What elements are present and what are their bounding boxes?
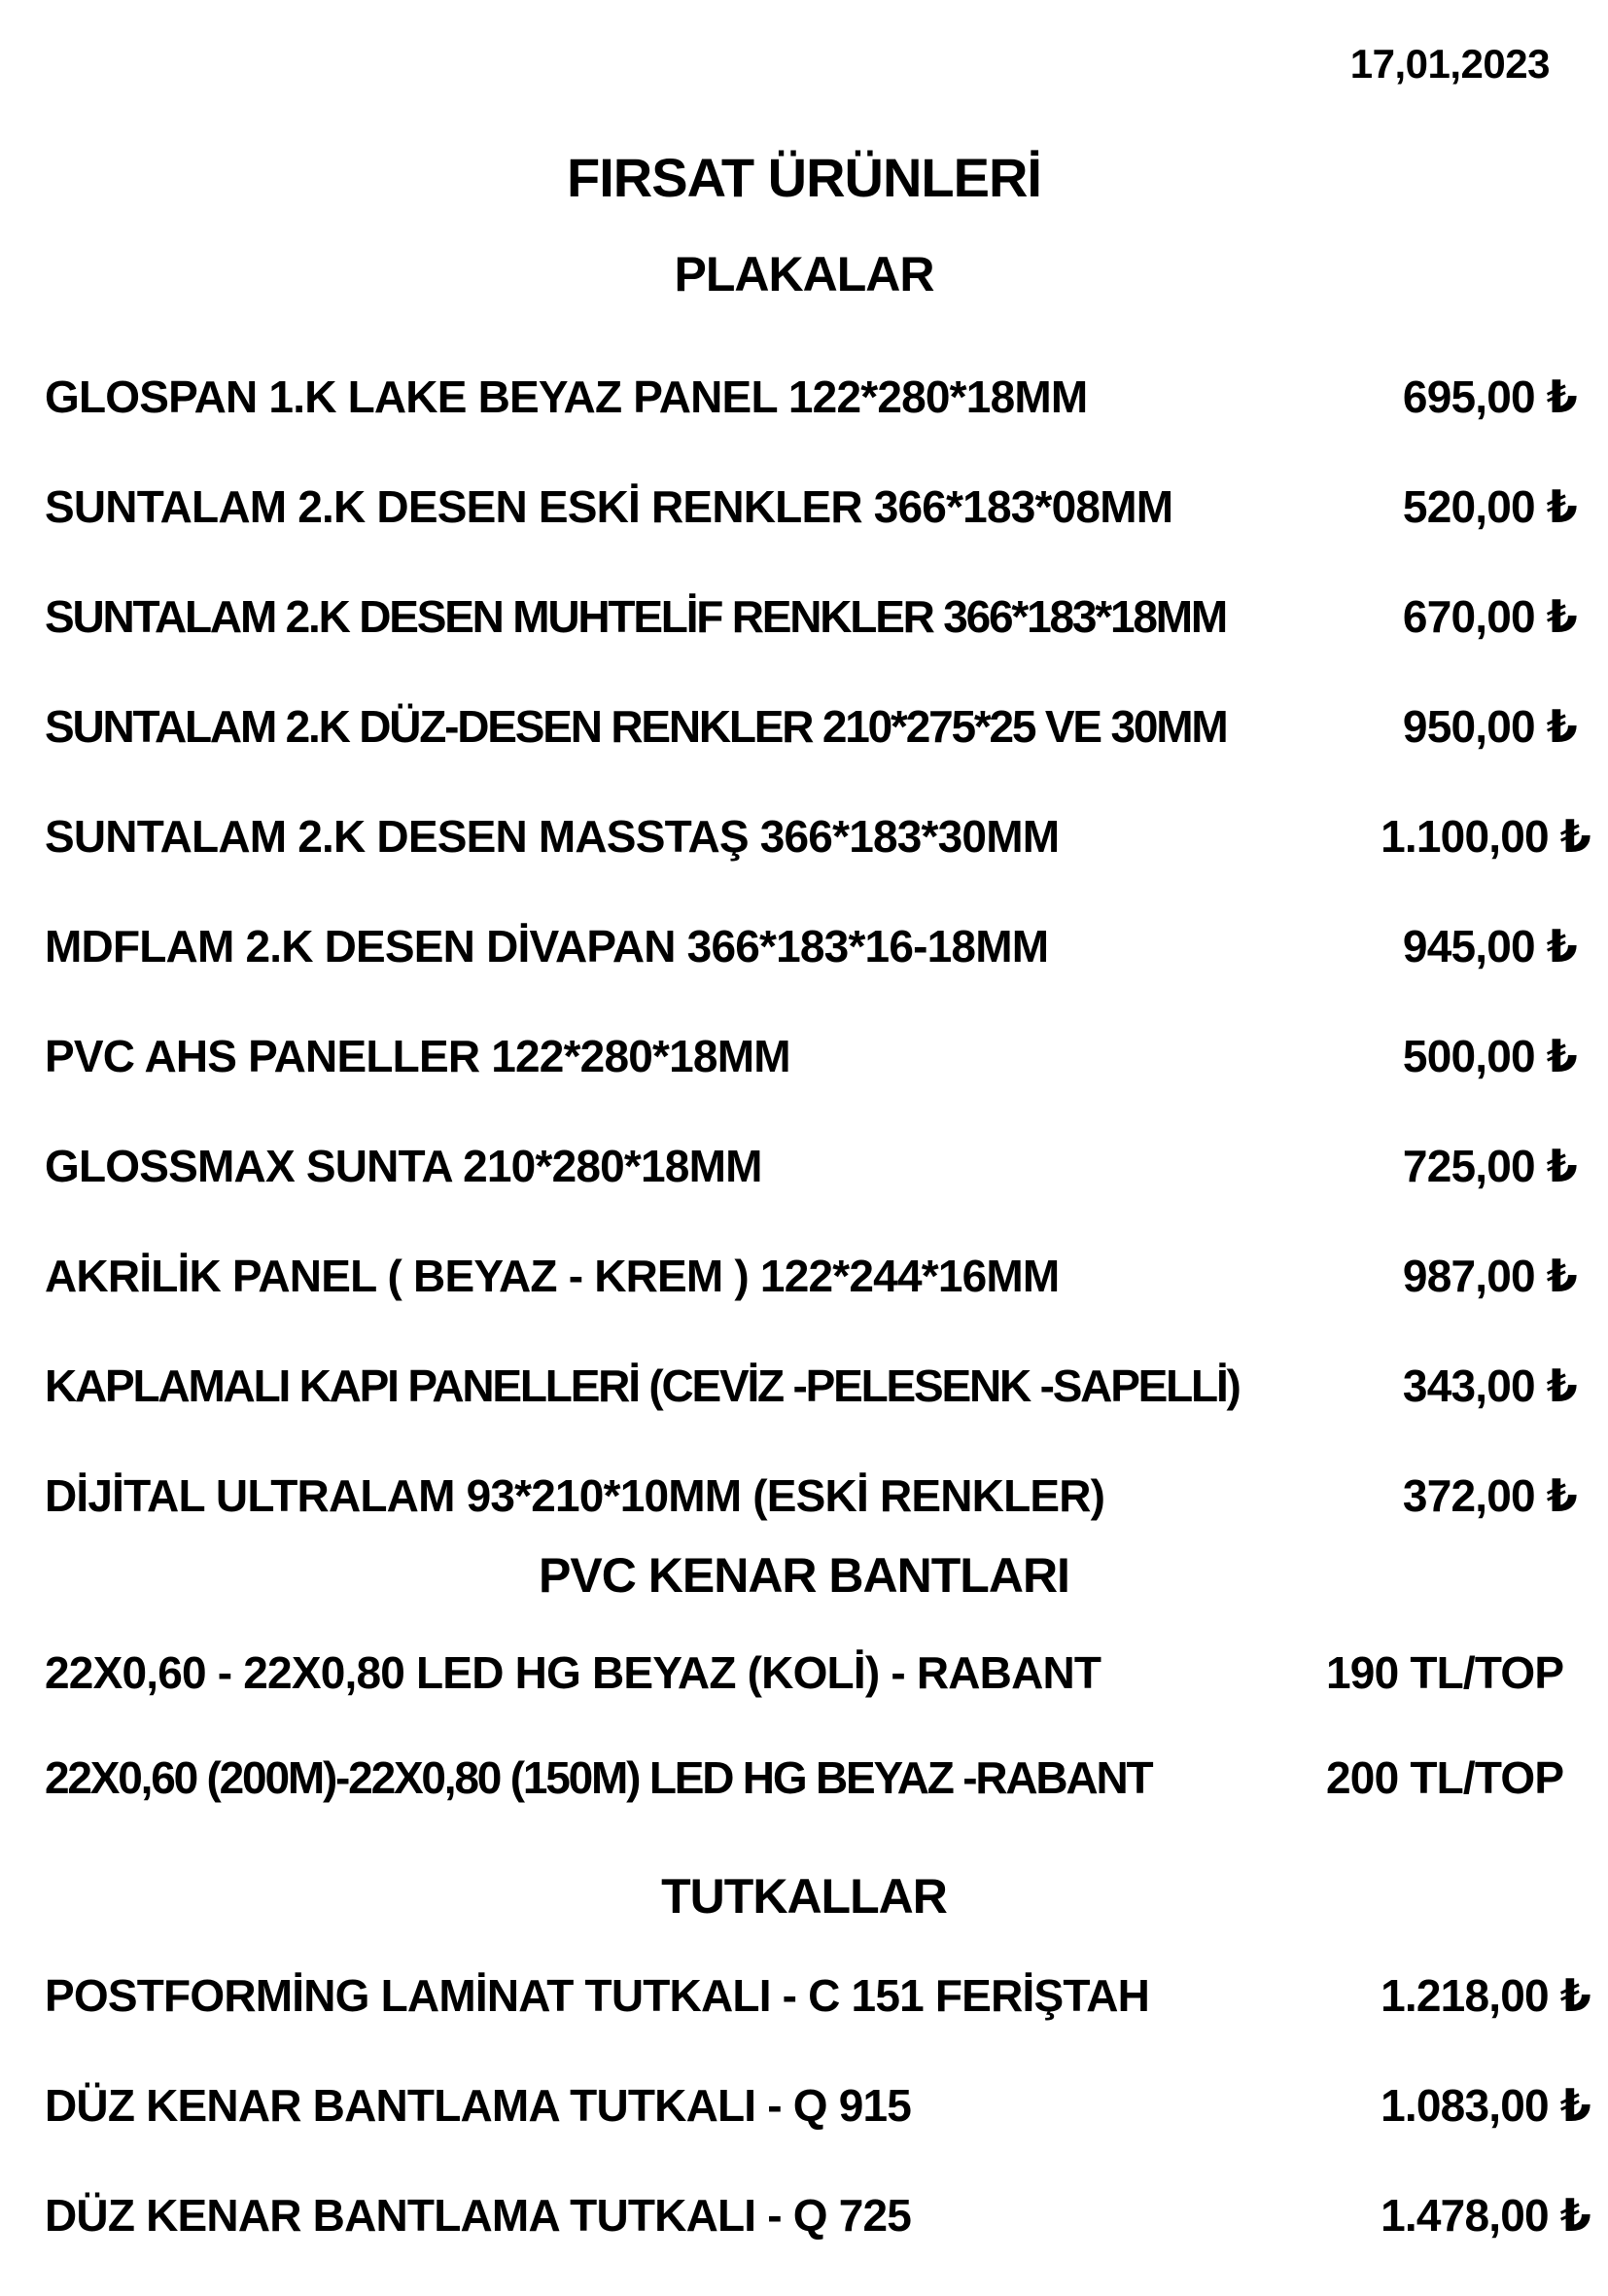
section-tutkallar	[0, 1867, 1608, 2296]
item-name: AKRİLİK PANEL ( BEYAZ - KREM ) 122*244*16MM	[45, 1251, 1060, 1301]
list-item	[0, 1027, 1608, 1137]
item-name: SUNTALAM 2.K DESEN MASSTAŞ 366*183*30MM	[45, 811, 1060, 862]
section-pvc-kenar-bantlari	[0, 1546, 1608, 1854]
item-name: SUNTALAM 2.K DESEN MUHTELİF RENKLER 366*183*18MM	[45, 591, 1226, 642]
list-item	[0, 2186, 1608, 2296]
item-name: MDFLAM 2.K DESEN DİVAPAN 366*183*16-18MM	[45, 921, 1049, 971]
list-item	[0, 1247, 1608, 1357]
page-title: FIRSAT ÜRÜNLERİ	[567, 147, 1041, 208]
item-name: DİJİTAL ULTRALAM 93*210*10MM (ESKİ RENKLER)	[45, 1470, 1105, 1521]
section-title: TUTKALLAR	[661, 1869, 947, 1924]
item-name: KAPLAMALI KAPI PANELLERİ (CEVİZ -PELESENK -SAPELLİ)	[45, 1360, 1240, 1411]
item-price: 190 TL/TOP	[1326, 1647, 1564, 1698]
item-price: 725,00 ₺	[1402, 1141, 1577, 1191]
item-name: DÜZ KENAR BANTLAMA TUTKALI - Q 915	[45, 2080, 912, 2131]
item-name: GLOSPAN 1.K LAKE BEYAZ PANEL 122*280*18MM	[45, 371, 1088, 422]
item-price: 200 TL/TOP	[1326, 1752, 1564, 1803]
item-price: 372,00 ₺	[1402, 1470, 1577, 1521]
item-name: POSTFORMİNG LAMİNAT TUTKALI - C 151 FERİŞTAH	[45, 1970, 1150, 2021]
item-price: 520,00 ₺	[1402, 481, 1577, 532]
item-price: 1.218,00 ₺	[1381, 1970, 1591, 2021]
item-price: 343,00 ₺	[1402, 1360, 1577, 1411]
list-item	[0, 1357, 1608, 1466]
item-price: 1.478,00 ₺	[1381, 2190, 1591, 2241]
section-title: PVC KENAR BANTLARI	[539, 1548, 1069, 1603]
item-price: 500,00 ₺	[1402, 1031, 1577, 1081]
list-item	[0, 1966, 1608, 2076]
list-item	[0, 2076, 1608, 2186]
item-price: 670,00 ₺	[1402, 591, 1577, 642]
item-name: PVC AHS PANELLER 122*280*18MM	[45, 1031, 790, 1081]
item-name: SUNTALAM 2.K DESEN ESKİ RENKLER 366*183*08MM	[45, 481, 1173, 532]
item-price: 1.100,00 ₺	[1381, 811, 1591, 862]
item-name: DÜZ KENAR BANTLAMA TUTKALI - Q 725	[45, 2190, 912, 2241]
list-item	[0, 1137, 1608, 1247]
list-item	[0, 807, 1608, 917]
item-name: SUNTALAM 2.K DÜZ-DESEN RENKLER 210*275*25 VE 30MM	[45, 701, 1227, 752]
list-item	[0, 368, 1608, 477]
list-item	[0, 697, 1608, 807]
item-price: 950,00 ₺	[1402, 701, 1577, 752]
item-name: 22X0,60 - 22X0,80 LED HG BEYAZ (KOLİ) - RABANT	[45, 1647, 1101, 1698]
item-name: GLOSSMAX SUNTA 210*280*18MM	[45, 1141, 762, 1191]
list-item	[0, 1748, 1608, 1854]
item-price: 987,00 ₺	[1402, 1251, 1577, 1301]
document-date: 17,01,2023	[1349, 41, 1550, 87]
item-price: 1.083,00 ₺	[1381, 2080, 1591, 2131]
list-item	[0, 1643, 1608, 1748]
section-title: PLAKALAR	[674, 247, 934, 301]
item-price: 695,00 ₺	[1402, 371, 1577, 422]
list-item	[0, 587, 1608, 697]
list-item	[0, 917, 1608, 1027]
list-item	[0, 477, 1608, 587]
item-name: 22X0,60 (200M)-22X0,80 (150M) LED HG BEYAZ -RABANT	[45, 1752, 1152, 1803]
item-price: 945,00 ₺	[1402, 921, 1577, 971]
section-plakalar	[0, 245, 1608, 1576]
